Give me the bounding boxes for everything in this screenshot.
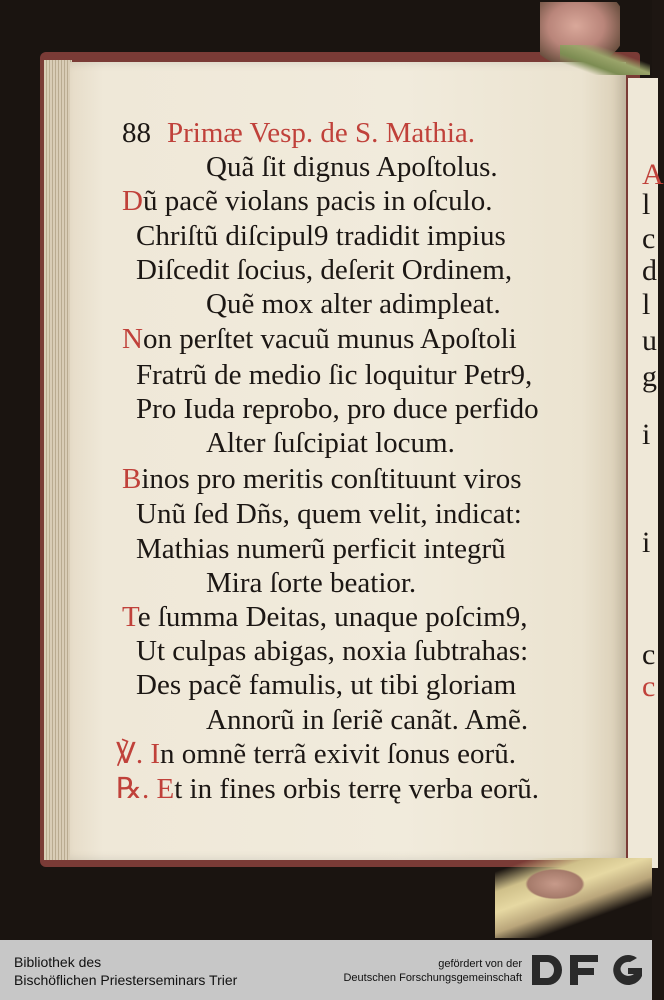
red-initial: D [122, 185, 143, 217]
verse-line [206, 287, 501, 321]
facing-page-letter: c [642, 670, 656, 703]
verse-text: Alter ſuſcipiat locum. [206, 427, 455, 459]
funding-credit [336, 957, 522, 985]
page-header [122, 116, 475, 150]
red-initial: ℞. E [116, 773, 175, 805]
verse-text: e ſumma Deitas, unaque poſcim9, [137, 601, 528, 633]
facing-page-letter: c [642, 638, 656, 671]
facing-page-letter: c [642, 222, 656, 255]
verse-text: Quẽ mox alter adimpleat. [206, 288, 501, 320]
verse-text: Des pacẽ famulis, ut tibi gloriam [136, 669, 517, 701]
verse-line [122, 322, 517, 356]
footer-bar [0, 940, 652, 1000]
verse-text: Diſcedit ſocius, deſerit Ordinem, [136, 254, 513, 286]
running-title: Primæ Vesp. de S. Mathia. [167, 117, 475, 149]
verse-line [206, 566, 416, 600]
verse-line [122, 184, 492, 218]
red-initial: B [122, 463, 142, 495]
facing-page-letter: A [642, 158, 664, 191]
facing-page-letter: i [642, 418, 651, 451]
facing-page-letter: g [642, 360, 657, 393]
verse-line [206, 150, 498, 184]
facing-page-letter: l [642, 188, 651, 221]
funding-line1: gefördert von der [438, 958, 522, 970]
verse-text: Fratrũ de medio ſic loquitur Petr9, [136, 359, 533, 391]
facing-page-letter: l [642, 288, 651, 321]
verse-line [136, 219, 506, 253]
red-initial: T [122, 601, 138, 633]
verse-line [122, 462, 522, 496]
funding-line2: Deutschen Forschungsgemeinschaft [343, 972, 522, 984]
verse-text: inos pro meritis conſtituunt viros [141, 463, 522, 495]
verse-text: Unũ ſed Dñs, quem velit, indicat: [136, 498, 522, 530]
verse-line [136, 497, 522, 531]
library-credit [14, 953, 237, 989]
facing-page-letter: i [642, 526, 651, 559]
verse-line [206, 703, 528, 737]
page-number: 88 [122, 117, 151, 149]
verse-text: Pro Iuda reprobo, pro duce perfido [136, 393, 539, 425]
verse-line [206, 426, 455, 460]
versicle-line [116, 737, 516, 771]
facing-page-letter: d [642, 254, 657, 287]
verse-line [136, 668, 516, 702]
red-initial: N [122, 323, 143, 355]
facing-page-letter: u [642, 324, 657, 357]
verse-text: Mathias numerũ perficit integrũ [136, 533, 506, 565]
verse-text: Annorũ in ſeriẽ canãt. Amẽ. [206, 704, 529, 736]
verse-line [122, 600, 528, 634]
verse-text: Chriſtũ diſcipul9 tradidit impius [136, 220, 506, 252]
verse-text: t in fines orbis terrę verba eorũ. [174, 773, 539, 805]
verse-text: n omnẽ terrã exivit ſonus eorũ. [160, 738, 516, 770]
library-name-line2: Bischöflichen Priesterseminars Trier [14, 972, 238, 988]
verse-line [136, 358, 532, 392]
verse-text: on perſtet vacuũ munus Apoſtoli [142, 323, 517, 355]
verse-text: Mira ſorte beatior. [206, 567, 417, 599]
verse-line [136, 634, 528, 668]
verse-line [136, 392, 539, 426]
response-line [116, 772, 539, 806]
red-initial: ℣. I [116, 738, 160, 770]
verse-text: Quã ſit dignus Apoſtolus. [206, 151, 498, 183]
verse-text: ũ pacẽ violans pacis in oſculo. [142, 185, 493, 217]
dfg-logo-icon [528, 949, 646, 991]
verse-line [136, 532, 506, 566]
verse-text: Ut culpas abigas, noxia ſubtrahas: [136, 635, 529, 667]
library-name-line1: Bibliothek des [14, 954, 102, 970]
verse-line [136, 253, 512, 287]
